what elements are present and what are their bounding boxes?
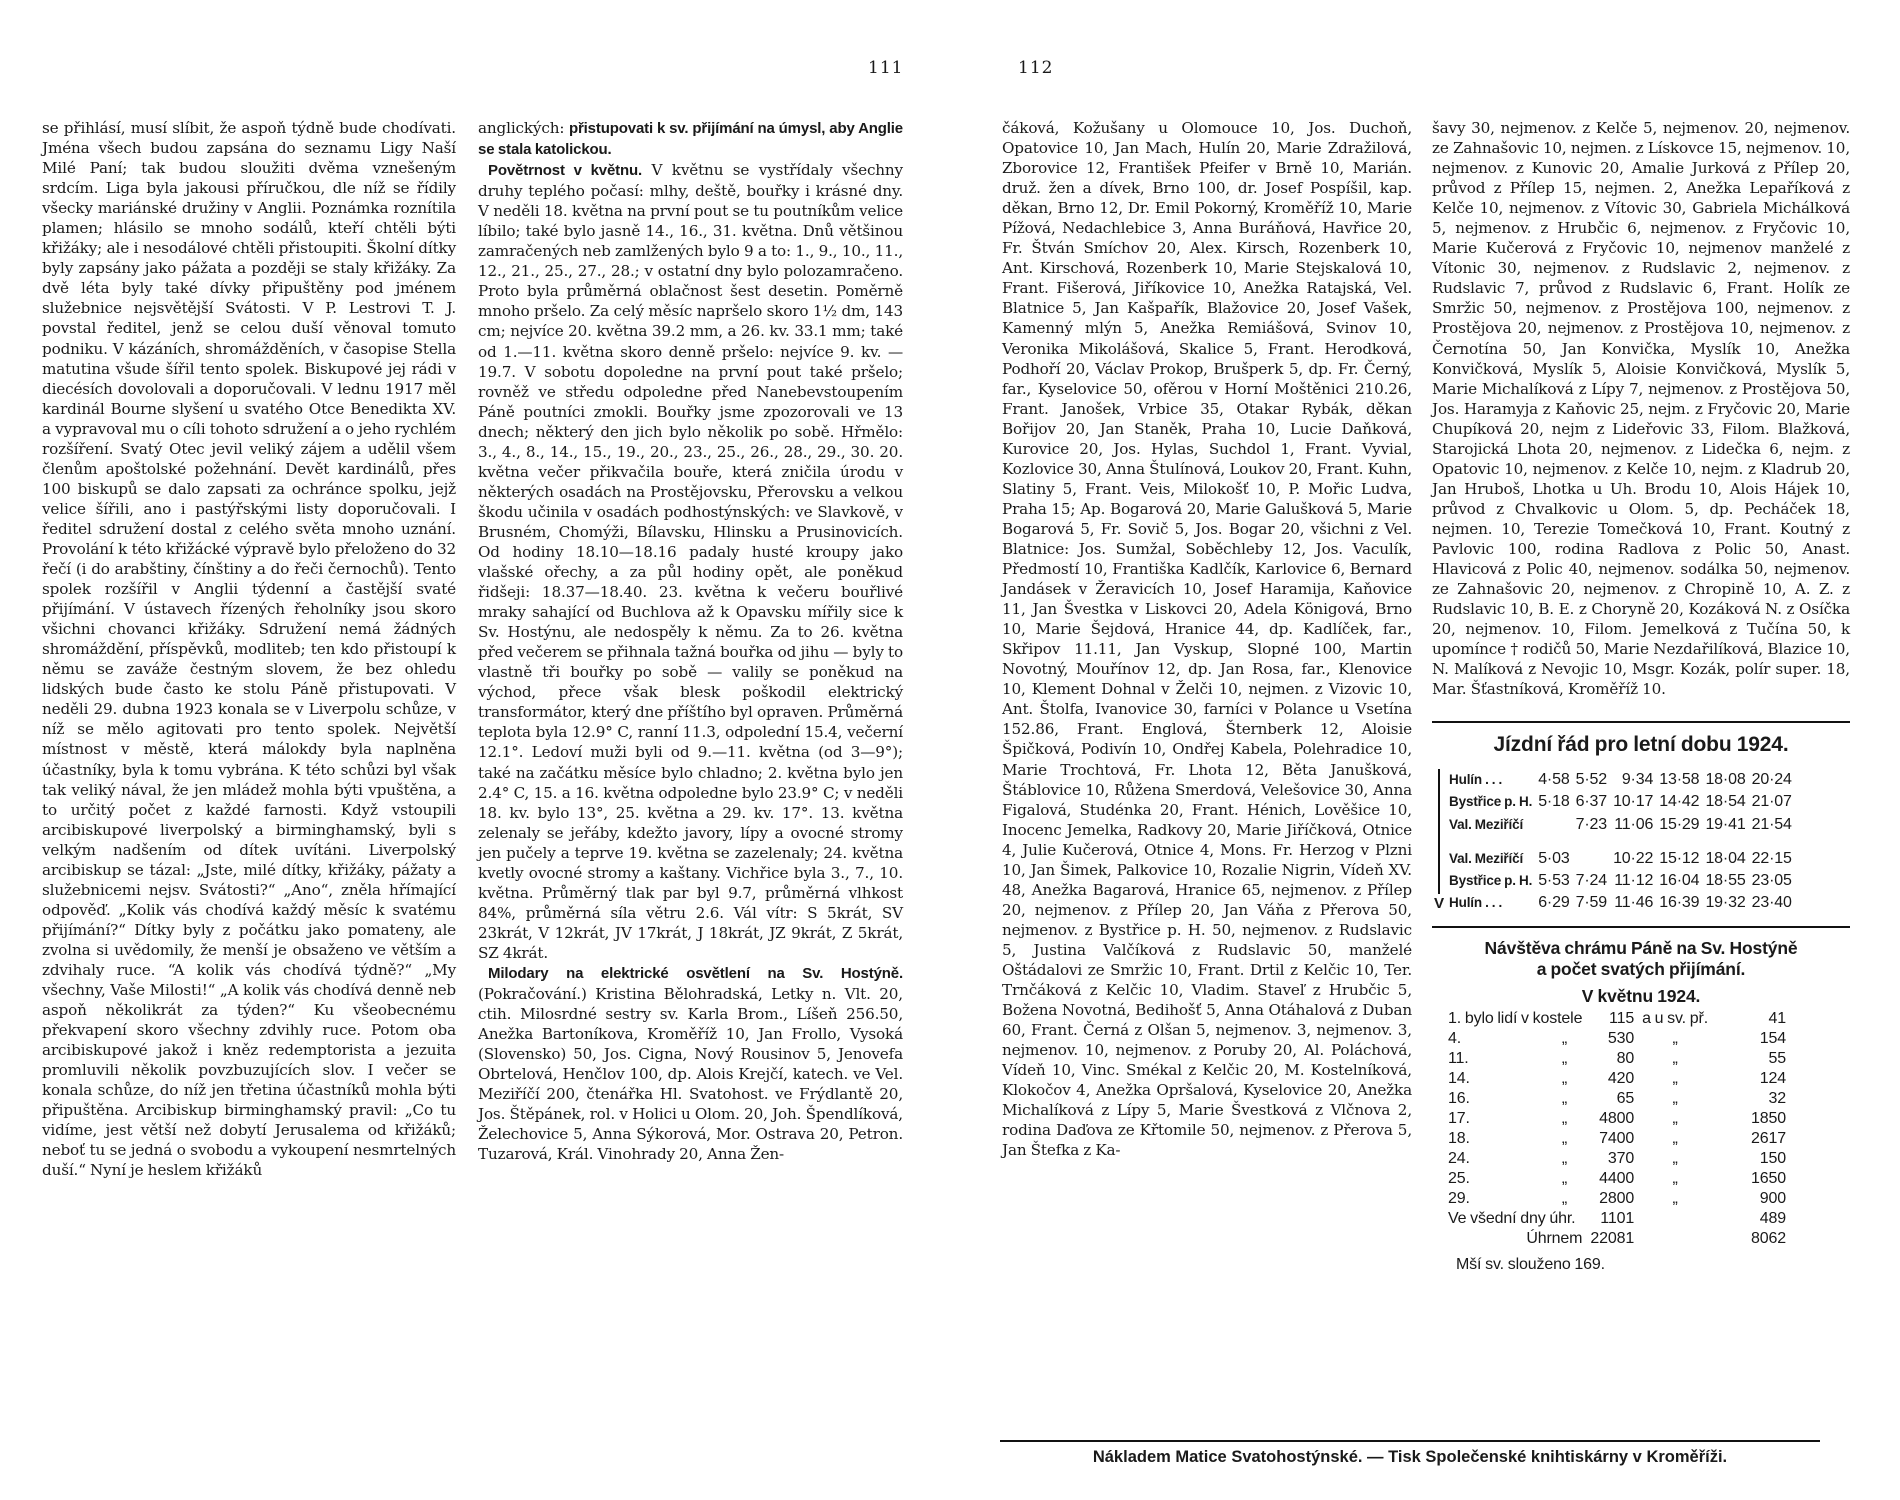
departure-time: 4·58	[1538, 771, 1570, 789]
station-name: Bystřice p. H.	[1449, 872, 1533, 888]
right-column-1	[1002, 118, 1412, 1160]
table-row	[1444, 1169, 1790, 1189]
ditto-mark: „	[1672, 1150, 1678, 1168]
publisher-footer: Nákladem Matice Svatohostýnské. — Tisk Společenské knihtiskárny v Kroměříži.	[1092, 1448, 1728, 1466]
stat-visitors: 7400	[1599, 1129, 1635, 1147]
left-column-2	[478, 118, 903, 1164]
table-row: Úhrnem 22081 8062	[1526, 1230, 1786, 1248]
departure-time: 18·55	[1705, 871, 1746, 889]
ditto-mark: „	[1561, 1190, 1568, 1208]
stat-day: 17.	[1448, 1109, 1470, 1127]
stat-communions: 124	[1759, 1069, 1786, 1087]
departure-time: 21·07	[1751, 793, 1792, 811]
departure-time: 7·23	[1575, 815, 1608, 833]
stat-visitors: 420	[1607, 1069, 1635, 1087]
departure-time: 5·18	[1538, 793, 1570, 811]
table-row	[1444, 1149, 1790, 1169]
stat-day: 25.	[1448, 1170, 1470, 1188]
timetable-row	[1446, 769, 1795, 791]
stat-visitors: 80	[1616, 1049, 1635, 1067]
departure-time: 15·29	[1659, 815, 1700, 833]
ditto-mark: „	[1672, 1069, 1678, 1087]
departure-time: 16·04	[1659, 871, 1700, 889]
stat-communions: 1850	[1751, 1109, 1786, 1127]
table-row: Ve všední dny úhr. 1101 489	[1448, 1210, 1786, 1228]
departure-time: 6·37	[1575, 793, 1608, 811]
table-row	[1444, 1049, 1790, 1069]
departure-time: 19·32	[1705, 893, 1746, 911]
right-column-2	[1432, 118, 1850, 1275]
departure-time: 9·34	[1621, 771, 1654, 789]
crusaders-motto: přistupovati k sv. přijímání na úmysl, aby Anglie se stala katolickou.	[478, 120, 904, 159]
station-name: Hulín . . .	[1449, 894, 1503, 910]
stat-visitors: 370	[1607, 1150, 1635, 1168]
stat-visitors: 2800	[1599, 1190, 1635, 1208]
table-row	[1444, 1129, 1790, 1149]
ditto-mark: „	[1561, 1049, 1568, 1067]
ditto-mark: „	[1561, 1089, 1568, 1107]
departure-time: 14·42	[1659, 793, 1700, 811]
stat-day: 18.	[1448, 1129, 1470, 1147]
table-row	[1444, 1029, 1790, 1049]
stat-visitors: 4400	[1599, 1170, 1635, 1188]
departure-time: 11·12	[1614, 871, 1654, 889]
departure-time: 19·41	[1705, 815, 1746, 833]
ditto-mark: „	[1672, 1049, 1678, 1067]
table-row	[1444, 1109, 1790, 1129]
divider	[1432, 721, 1850, 723]
departure-time: 16·39	[1659, 893, 1700, 911]
donors-list-end: šavy 30, nejmenov. z Kelče 5, nejmenov. 20, nejmenov. ze Zahnašovic 10, nejmen. z Lískovce 15, nejmenov. 10, nejmenov. z Kunovic 20, Amalie Jurková z Přílep 20, průvod z Přílep 15, nejmen. 2, Anežka Lepaříková z Kelče 10, nejmenov. z Vítovic 30, Gabriela Michálková 5, nejmenov. z Hrubčic 6, nejmenov. z Fryčovic 10, Marie Kučerová z Fryčovic 10, nejmenov manželé z Vítonic 30, nejmenov. z Rudslavic 2, nejmenov. z Rudslavic 7, průvod z Rudslavic 6, Frant. Holík ze Smržic 50, nejmenov. z Prostějova 100, nejmenov. z Prostějova 20, nejmenov. z Prostějova 10, nejmenov. z Černotína 50, Jan Konvička, Myslík 10, Anežka Konvičková, Myslík 5, Aloisie Konvičková, Myslík 5, Marie Michalíková z Lípy 7, nejmenov. z Prostějova 50, Jos. Haramyja z Kaňovic 25, nejm. z Fryčovic 20, Marie Chupíková 20, nejm z Lideřovic 33, Filom. Blažková, Starojická Lhota 20, nejmenov. z Lidečka 6, nejm. z Opatovic 10, nejmenov. z Kelče 10, nejm. z Kladrub 20, Jan Hruboš, Lhotka u Uh. Brodu 10, Alois Hájek 10, průvod z Chvalkovic u Olom. 5, dp. Pecháček 18, nejmen. 10, Terezie Tomečková 10, Frant. Koutný z Pavlovic 100, rodina Radlova z Polic 50, Anast. Hlavicová z Polic 40, nejmenov. sodálka 50, nejmenov. ze Zahnašovic 20, nejmenov. z Chropině 10, A. Z. z Rudslavic 10, B. E. z Choryně 20, Kozáková N. z Osíčka 20, nejmenov. 10, Filom. Jemelková z Tučína 50, k upomínce † rodičů 50, Marie Nezdařilíková, Blazice 10, N. Malíková z Nevojic 10, Msgr. Kozák, polír super. 18, Mar. Šťastníková, Kroměříž 10.	[1432, 119, 1850, 699]
departure-time: 22·15	[1751, 849, 1792, 867]
stat-day: 24.	[1448, 1150, 1470, 1168]
ditto-mark: „	[1561, 1069, 1568, 1087]
left-column-1	[42, 118, 456, 1180]
stat-communions: 900	[1759, 1190, 1786, 1208]
departure-time: 5·53	[1538, 871, 1570, 889]
departure-time: 5·03	[1538, 849, 1570, 867]
donors-heading: Milodary na elektrické osvětlení na Sv. Hostýně.	[488, 964, 903, 982]
table-row: 1. bylo lidí v kostele 115 a u sv. př. 41	[1448, 1009, 1786, 1027]
weather-heading: Povětrnost v květnu.	[488, 162, 643, 180]
departure-time: 20·24	[1751, 771, 1792, 789]
stat-day: 14.	[1448, 1069, 1470, 1087]
stat-communions: 55	[1768, 1049, 1786, 1067]
ditto-mark: „	[1672, 1190, 1678, 1208]
timetable-row	[1446, 814, 1795, 836]
departure-time: 18·08	[1705, 771, 1746, 789]
ditto-mark: „	[1672, 1029, 1678, 1047]
departure-time: 11·06	[1614, 815, 1654, 833]
table-row	[1444, 1089, 1790, 1109]
table-row	[1444, 1189, 1790, 1209]
ditto-mark: „	[1561, 1129, 1568, 1147]
stats-title-1: Návštěva chrámu Páně na Sv. Hostýně	[1484, 937, 1798, 958]
departure-time	[1573, 848, 1610, 870]
timetable	[1432, 735, 1850, 913]
departure-time: 23·05	[1751, 871, 1792, 889]
ditto-mark: „	[1561, 1029, 1568, 1047]
timetable-row	[1446, 892, 1795, 914]
departure-time: 18·54	[1705, 793, 1746, 811]
ditto-mark: „	[1561, 1109, 1568, 1127]
ditto-mark: „	[1672, 1170, 1678, 1188]
ditto-mark: „	[1672, 1109, 1678, 1127]
stat-communions: 1650	[1751, 1170, 1786, 1188]
departure-time: 13·58	[1659, 771, 1700, 789]
masses-count: Mší sv. slouženo 169.	[1456, 1256, 1605, 1274]
departure-time: 18·04	[1705, 849, 1746, 867]
station-name: Hulín . . .	[1449, 772, 1503, 788]
stat-day: 29.	[1448, 1190, 1470, 1208]
departure-time: 15·12	[1659, 849, 1700, 867]
departure-time: 7·59	[1575, 893, 1608, 911]
station-name: Bystřice p. H.	[1449, 794, 1533, 810]
departure-time: 5·52	[1575, 771, 1608, 789]
ditto-mark: „	[1672, 1129, 1678, 1147]
crusaders-article-end: anglických: přistupovati k sv. přijímání na úmysl, aby Anglie se stala katolickou.	[478, 119, 904, 159]
stat-day: 16.	[1448, 1089, 1470, 1107]
donors-list-start: Milodary na elektrické osvětlení na Sv. Hostýně. (Pokračování.) Kristina Bělohradská, Letky n. Vlt. 20, ctih. Milosrdné sestry sv. Karla Brom., Líšeň 256.50, Anežka Bartoníkova, Kroměříž 10, Jan Frollo, Vysoká (Slovensko) 50, Jos. Cigna, Nový Rousinov 5, Jenovefa Obrtelová, Henčlov 100, dp. Alois Krejčí, katech. ve Vel. Meziříčí 200, čtenářka Hl. Svatohost. ve Frýdlantě 20, Jos. Štěpánek, rol. v Holici u Olom. 20, Joh. Špendlíková, Želechovice 5, Anna Sýkorová, Mor. Ostrava 20, Petron. Tuzarová, Král. Vinohrady 20, Anna Žen-	[478, 964, 903, 1164]
station-name: Val. Meziříčí	[1449, 850, 1524, 866]
stats-table	[1444, 1009, 1790, 1250]
timetable-row	[1446, 791, 1795, 813]
stat-visitors: 530	[1607, 1029, 1635, 1047]
departure-time	[1535, 814, 1572, 836]
right-page-number: 112	[1018, 58, 1054, 78]
attendance-statistics	[1432, 938, 1850, 1276]
departure-time: 7·24	[1575, 871, 1608, 889]
stat-visitors: 4800	[1599, 1109, 1635, 1127]
stat-day: 11.	[1448, 1049, 1469, 1067]
departure-time: 11·46	[1614, 893, 1654, 911]
departure-time: 10·17	[1613, 793, 1654, 811]
stat-communions: 150	[1759, 1150, 1786, 1168]
ditto-mark: „	[1561, 1150, 1568, 1168]
table-row	[1444, 1069, 1790, 1089]
stats-title-2: a počet svatých přijímání.	[1536, 958, 1746, 979]
weather-report: Povětrnost v květnu. V květnu se vystřídaly všechny druhy teplého počasí: mlhy, deště, bouřky i krásné dny. V neděli 18. května na první pout se tu poutníkům velice líbilo; také bylo jasně 14., 16., 31. května. Dnů většinou zamračených neb zamlžených bylo 9 a to: 1., 9., 10., 11., 12., 21., 25., 27., 28.; v ostatní dny bylo polozamračeno. Proto byla průměrná oblačnost šest desetin. Poměrně mnoho pršelo. Za celý měsíc napršelo skoro 1½ dm, 143 cm; nejvíce 20. května 39.2 mm, a 26. kv. 33.1 mm; také od 1.—11. května skoro denně pršelo: nejvíce 9. kv. — 19.7. V sobotu dopoledne na první pout také pršelo; rovněž ve středu odpoledne před Nanebevstoupením Páně poutníci zmokli. Bouřky jsme zpozorovali ve 13 dnech; některý den jich bylo několik po sobě. Hřmělo: 3., 4., 8., 14., 15., 19., 20., 23., 25., 26., 28., 29., 30. 20. května večer přikvačila bouře, která zničila úrodu v některých osadách na Prostějovsku, Přerovsku a velkou škodu učinila v osadách podhostýnských: ve Slavkově, v Brusném, Chomýži, Bílavsku, Hlinsku a Prusinovicích. Od hodiny 18.10—18.16 padaly husté kroupy jako vlašské ořechy, a za půl hodiny opět, ale poněkud řidšeji: 18.37—18.40. 23. května k večeru bouřlivé mraky sahající od Buchlova až k Opavsku mířily sice k Sv. Hostýnu, ale nedospěly k němu. Za to 26. května před večerem se přihnala tažná bouřka od jihu — byly to vlastně tři bouřky po sobě — valily se poněkud na východ, přece však blesk poškodil elektrický transformátor, který dne příštího byl opraven. Průměrná teplota byla 12.9° C, ranní 11.3, odpolední 15.4, večerní 12.1°. Ledoví muži byli od 9.—11. května (od 3—9°); také na začátku měsíce bylo chladno; 2. května bylo jen 2.4° C, 15. a 16. května odpoledne bylo 23.9° C; v neděli 18. kv. bylo 13°, 25. května a 29. kv. 17°. 13. května zelenaly se jeřáby, kdežto javory, lípy a ovocné stromy jen pučely a teprve 19. května se zazelenaly; 24. května kvetly ovocné stromy a kaštany. Vichřice byla 3., 7., 10. května. Průměrný tlak par byl 9.7, průměrná vlhkost 84%, průměrná síla větru 2.6. Vál vítr: S 5krát, SV 23krát, V 12krát, JV 17krát, J 18krát, JZ 9krát, Z 5krát, SZ 4krát.	[478, 161, 903, 962]
stat-communions: 154	[1759, 1029, 1786, 1047]
divider	[1432, 926, 1850, 928]
timetable-title: Jízdní řád pro letní dobu 1924.	[1493, 733, 1789, 757]
departure-time: 6·29	[1538, 893, 1570, 911]
stat-visitors: 65	[1616, 1089, 1635, 1107]
departure-time: 10·22	[1613, 849, 1654, 867]
departure-time: 23·40	[1751, 893, 1792, 911]
station-name: Val. Meziříčí	[1449, 816, 1524, 832]
footer-rule	[1000, 1440, 1820, 1442]
stat-communions: 2617	[1751, 1129, 1786, 1147]
ditto-mark: „	[1561, 1170, 1568, 1188]
donors-list-continued: čáková, Kožušany u Olomouce 10, Jos. Duchoň, Opatovice 10, Jan Mach, Hulín 20, Marie Zdražilová, Zborovice 12, František Pfeifer v Brně 10, Marián. druž. žen a dívek, Brno 100, dr. Josef Pospíšil, kap. děkan, Brno 12, Dr. Emil Pokorný, Kroměříž 10, Marie Pížová, Nedachlebice 3, Anna Buráňová, Havřice 20, Fr. Štván Smíchov 20, Alex. Kirsch, Rozenberk 10, Ant. Kirschová, Rozenberk 10, Marie Stejskalová 10, Frant. Fišerová, Jiříkovice 10, Anežka Ratajská, Vel. Blatnice 5, Jan Kašpařík, Blažovice 20, Josef Vašek, Kamenný mlýn 5, Anežka Remiášová, Svinov 10, Veronika Mikolášová, Skalice 5, Frant. Herodková, Podhoří 20, Václav Prokop, Brušperk 5, dp. Fr. Černý, far., Kyselovice 50, ofěrou v Horní Moštěnici 210.26, Frant. Janošek, Vrbice 35, Otakar Rybák, děkan Bořijov 20, Jan Staněk, Praha 10, Lucie Daňková, Kurovice 20, Jos. Hylas, Suchdol 1, Frant. Vyvial, Kozlovice 30, Anna Štulínová, Loukov 20, Frant. Kuhn, Slatiny 5, Frant. Veis, Milokošť 10, P. Mořic Ludva, Praha 15; Ap. Bogarová 20, Marie Galušková 5, Marie Bogarová 5, Fr. Sovič 5, Jos. Bogar 20, všichni z Vel. Blatnice: Jos. Sumžal, Soběchleby 12, Jos. Vaculík, Předmostí 10, Františka Kadlčík, Karlovice 6, Bernard Jandásek v Žeravicích 10, Josef Haramija, Kaňovice 11, Jan Švestka v Liskovci 20, Adela Königová, Brno 10, Marie Šejdová, Hranice 44, dp. Kadlíček, far., Skřipov 11.11, Jan Vyskup, Slopné 100, Martin Novotný, Mouřínov 12, dp. Jan Rosa, far., Klenovice 10, Klement Dohnal v Želči 10, nejmen. z Vizovic 10, Ant. Štolfa, Ivanovice 30, farníci v Polance u Vsetína 152.86, Frant. Englová, Šternberk 12, Aloisie Špičková, Podivín 10, Ondřej Kabela, Polehradice 10, Marie Trochtová, Fr. Lhota 12, Běta Janušková, Štáblovice 10, Růžena Smerdová, Velešovice 30, Anna Figalová, Studénka 20, Frant. Hénich, Lověšice 10, Inocenc Jemelka, Radkovy 20, Marie Jiříčková, Otnice 4, Julie Kučerová, Otnice 4, Mons. Fr. Herzog v Plzni 10, Jan Šimek, Palkovice 10, Rozalie Nigrin, Vídeň XV. 48, Anežka Bagarová, Hranice 65, nejmenov. z Přílep 20, nejmenov. z Přílep 20, Jan Váňa z Přerova 50, nejmenov. z Bystřice p. H. 50, nejmenov. z Rudslavic 5, Justina Valčíková z Rudslavic 50, manželé Oštádalovi ze Smržic 10, Frant. Drtil z Kelčic 10, Ter. Trnčáková z Kelčic 10, Vladim. Staveľ z Hrubčic 5, Božena Novotná, Bedihošť 5, Anna Otáhalová z Duban 60, Frant. Černá z Olšan 5, nejmenov. 3, nejmenov. 3, nejmenov. 10, nejmenov. z Poruby 20, Al. Poláchová, Vídeň 10, Vinc. Smékal z Kelčic 20, M. Kostelníková, Klokočov 4, Anežka Opršalová, Kyselovice 20, Anežka Michalíková z Lípy 5, Marie Švestková z Vlčnova 2, rodina Daďova ze Křtomile 50, nejmenov. z Přerova 5, Jan Štefka z Ka-	[1002, 119, 1412, 1160]
stat-communions: 32	[1768, 1089, 1786, 1107]
left-page-number: 111	[868, 58, 904, 78]
timetable-row	[1446, 870, 1795, 892]
ditto-mark: „	[1672, 1089, 1678, 1107]
stat-day: 4.	[1448, 1029, 1462, 1047]
stats-subtitle: V květnu 1924.	[1581, 985, 1701, 1006]
timetable-row	[1446, 848, 1795, 870]
departure-time: 21·54	[1751, 815, 1792, 833]
crusaders-article-text: se přihlásí, musí slíbit, že aspoň týdně bude chodívati. Jména všech budou zapsána do seznamu Ligy Naší Milé Paní; tak budou sloužiti dvěma vznešeným srdcím. Liga byla jakousi příručkou, dle níž se řídily všecky mariánské družiny v Anglii. Poznámka roznítila plamen; hlásilo se mnoho sodálů, kteří chtěli býti křižáky; ale i nesodálové chtěli přistoupiti. Školní dítky byly zapsány jako pážata a později se staly křižáky. Za dvě léta byly také dívky připuštěny pod jménem služebnice nejsvětější Svátosti. V P. Lestrovi T. J. povstal ředitel, jenž se celou duší věnoval tomuto podniku. V kázáních, shromážděních, v časopise Stella matutina všude šířil tento spolek. Biskupové jej rádi v diecésích dovolovali a doporučovali. V lednu 1917 měl kardinál Bourne slyšení u svatého Otce Benedikta XV. a vypravoval mu o cíli tohoto sdružení a o jeho rychlém rozšíření. Svatý Otec jevil veliký zájem a udělil všem členům apoštolské požehnání. Devět kardinálů, přes 100 biskupů se dalo zapsati za ochránce spolku, jejž velice šířili, ano i pastýřskými listy doporučovali. I ředitel sdružení dostal z celého světa mnoho uznání. Provolání k této křižácké výpravě bylo přeloženo do 32 řečí (i do arabštiny, čínštiny a do řeči černochů). Tento spolek rozšířil v Anglii týdenní a častější svaté přijímání. V ústavech řízených řeholníky jsou skoro všichni chovanci křižáky. Sdružení nemá žádných shromáždění, příspěvků, modliteb; ten kdo přistoupí k němu se zaváže čestným slovem, že bez ohledu lidských bude často ke stolu Páně přistupovati. V neděli 29. dubna 1923 konala se v Liverpolu schůze, v níž se mělo agitovati pro tento spolek. Největší místnost v městě, která málokdy byla naplněna účastníky, byla k tomu vybrána. K této schůzi byl však tak veliký nával, že jen mládež mohla býti vpuštěna, a to určitý počet z každé farnosti. Když vstoupili arcibiskupové liverpolský a birminghamský, byli s velkým nadšením od dítek uvítáni. Liverpolský arcibiskup se tázal: „Jste, milé dítky, křižáky, pážaty a služebnicemi nejsv. Svátosti?“ „Ano“, zněla hřímající odpověď. „Kolik vás chodívá každý měsíc k svatému přijímání?“ Dítky byly z počátku jako pomateny, ale zvolna si uvědomily, že menší je obsaženo ve větším a zdvihaly ruce. “A kolik vás chodívá týdně?“ „My všechny, Vaše Milosti!“ „A kolik vás chodívá denně neb aspoň několikrát za týden?“ Ku všeobecnému překvapení skoro všechny zdvihly ruce. Potom oba arcibiskupové jakož i kněz redemptorista a jezuita promluvili několik povzbuzujících slov. I večer se konala schůze, do níž jen třetina účastníků mohla býti připuštěna. Arcibiskup birminghamský pravil: „Co tu vidíme, jest větší než dobytí Jerusalema od křižáků; neboť tu se jedná o svobodu a vykoupení nesmrtelných duší.“ Nyní je heslem křižáků	[42, 119, 456, 1180]
direction-arrow: V	[1432, 769, 1446, 913]
timetable-table	[1446, 769, 1795, 913]
